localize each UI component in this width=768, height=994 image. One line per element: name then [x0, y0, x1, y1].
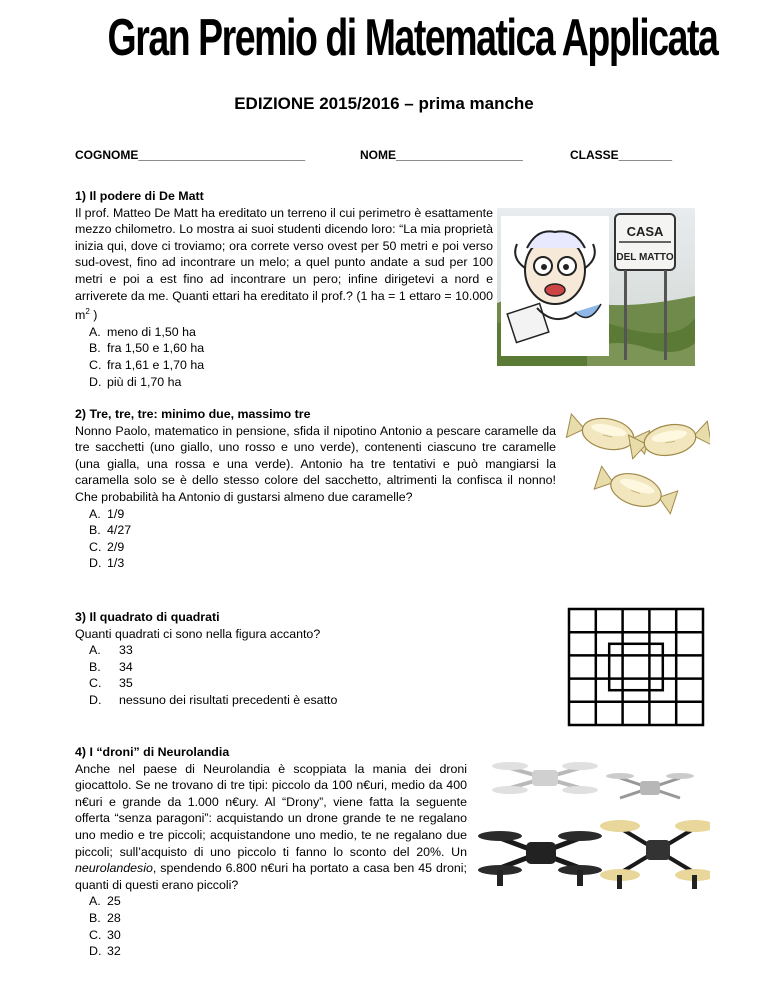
casa-del-matto-picture: [497, 208, 695, 366]
drone-icon: [478, 831, 602, 886]
class-field[interactable]: CLASSE________: [570, 148, 673, 162]
option[interactable]: D. 32: [89, 944, 121, 959]
option[interactable]: D. più di 1,70 ha: [89, 374, 182, 389]
option[interactable]: A. 1/9: [89, 506, 125, 521]
question-2-title: 2) Tre, tre, tre: minimo due, massimo tre: [75, 407, 311, 421]
edition-heading: EDIZIONE 2015/2016 – prima manche: [234, 94, 534, 113]
drones-picture: [470, 748, 710, 898]
option[interactable]: B. fra 1,50 e 1,60 ha: [89, 341, 205, 356]
svg-text:~~~: ~~~: [629, 488, 641, 498]
drone-icon: [492, 762, 598, 794]
question-4-title: 4) I “droni” di Neurolandia: [75, 745, 230, 759]
candies-picture: [560, 404, 710, 526]
option[interactable]: A. 25: [89, 894, 121, 909]
option[interactable]: B. 4/27: [89, 523, 132, 538]
question-2: [75, 406, 556, 572]
question-3: [75, 609, 545, 709]
svg-text:~~~: ~~~: [665, 439, 676, 447]
surname-field[interactable]: COGNOME_________________________: [75, 148, 306, 162]
drone-icon: [600, 820, 710, 889]
question-2-options: [89, 506, 556, 572]
question-3-options: [89, 642, 545, 708]
option[interactable]: B. 34: [89, 659, 133, 674]
option[interactable]: A. meno di 1,50 ha: [89, 324, 196, 339]
question-4: [75, 744, 467, 960]
option[interactable]: C. fra 1,61 e 1,70 ha: [89, 358, 205, 373]
option[interactable]: D. 1/3: [89, 556, 125, 571]
option[interactable]: C. 30: [89, 927, 121, 942]
question-2-text: Nonno Paolo, matematico in pensione, sfida il nipotino Antonio a pescare caramelle da tre sacchetti (uno giallo, uno rosso e uno verde), contenenti ciascuno tre caramelle (una gialla, una rossa e una verde). Antonio ha tre tentativi e può mangiarsi la caramella solo se è dello stesso colore del sacchetto, altrimenti la confisca il nonno! Che probabilità ha Antonio di gustarsi almeno due caramelle?: [75, 423, 556, 504]
candy-icon: [593, 463, 678, 516]
question-1-text: Il prof. Matteo De Matt ha ereditato un terreno il cui perimetro è esattamente mezzo chilometro. Lo mostra ai suoi studenti dicendo loro: “La mia proprietà inizia qui, dove ci troviamo; ora correte verso ovest per 50 metri e poi verso sud-ovest, fino ad incontrare un melo; a quel punto andate a sud per 100 metri e poi a est fino ad incontrare un pero; infine dirigetevi a nord e arriverete da me. Quanti ettari ha ereditato il prof.? (1 ha = 1 ettaro = 10.000 $m^2$ ): [75, 205, 493, 323]
option[interactable]: C. 35: [89, 676, 133, 691]
question-4-options: [89, 893, 467, 959]
option[interactable]: C. 2/9: [89, 539, 125, 554]
question-3-title: 3) Il quadrato di quadrati: [75, 610, 220, 624]
option[interactable]: D. nessuno dei risultati precedenti è esatto: [89, 692, 338, 707]
sign-line-1: CASA: [626, 224, 664, 239]
question-1-title: 1) Il podere di De Matt: [75, 189, 204, 203]
question-1-options: [89, 324, 493, 390]
professor-cartoon-icon: [501, 216, 609, 356]
question-1: [75, 188, 493, 390]
name-field[interactable]: NOME___________________: [360, 148, 523, 162]
sign-line-2: DEL MATTO: [616, 252, 674, 263]
square-grid-figure: [566, 606, 706, 728]
question-3-text: Quanti quadrati ci sono nella figura accanto?: [75, 626, 321, 641]
drone-icon: [606, 773, 694, 798]
page-title: Gran Premio di Matematica Applicata: [107, 9, 718, 67]
option[interactable]: A. 33: [89, 643, 133, 658]
question-4-text: Anche nel paese di Neurolandia è scoppiata la mania dei droni giocattolo. Se ne trovano di tre tipi: piccolo da 100 n€uri, medio da 400 n€uri e grande da 1.000 n€ury. Al “Drony”, viene fatta la seguente offerta “senza paragoni”: acquistando un drone grande te ne regalano uno medio e tre piccoli; acquistandone uno medio, te ne regalano due piccoli; sull’acquisto di uno piccolo ti fanno lo sconto del 20%. Un neurolandesio, spendendo 6.800 n€uri ha portato a casa ben 45 droni; quanti di questi erano piccoli?: [75, 761, 467, 892]
option[interactable]: B. 28: [89, 910, 121, 925]
svg-text:~~~: ~~~: [601, 432, 613, 441]
